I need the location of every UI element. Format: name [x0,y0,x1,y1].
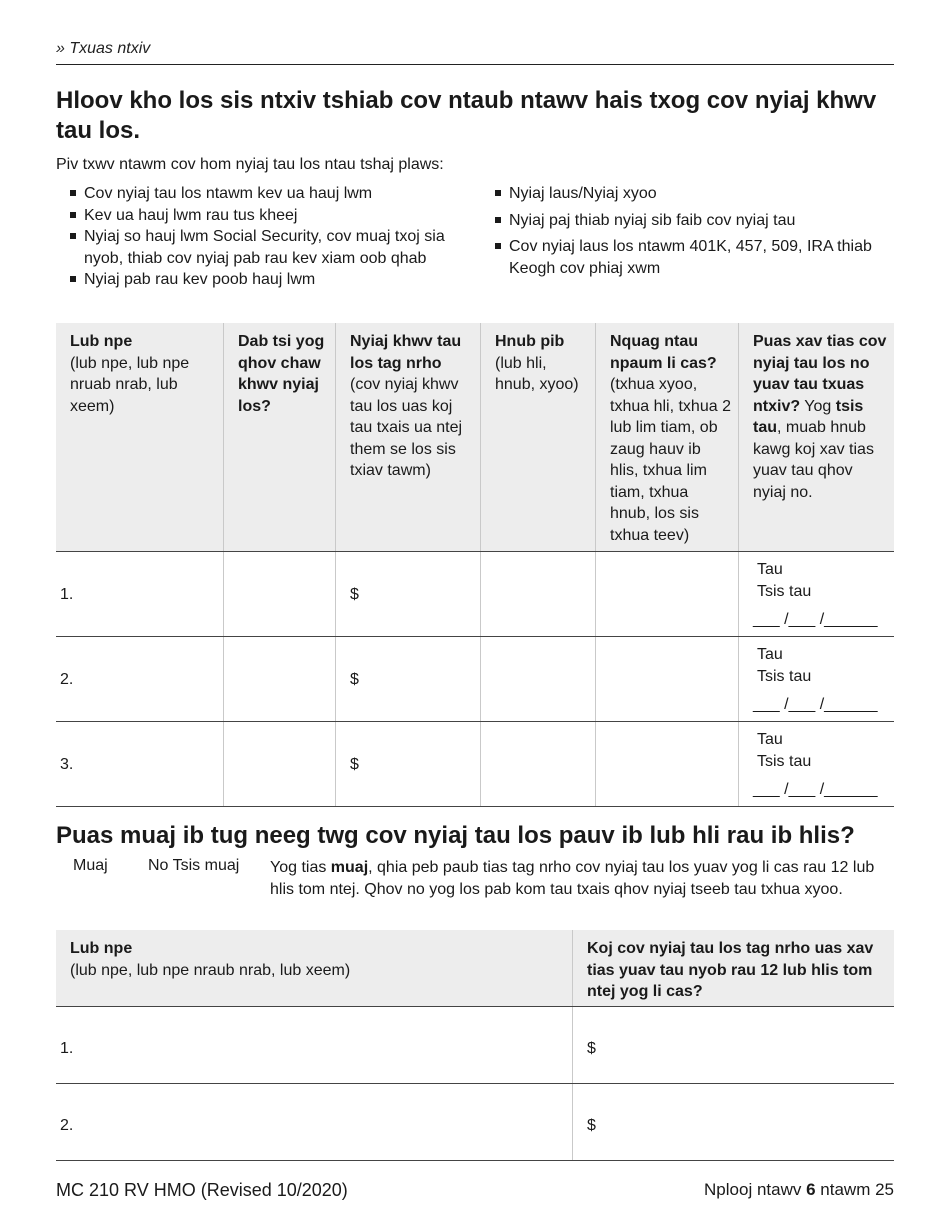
start-date-cell[interactable] [480,637,595,721]
name-cell[interactable] [56,552,223,636]
end-date-field[interactable]: ___ /___ /______ [753,611,878,628]
list-item: Nyiaj paj thiab nyiaj sib faib cov nyiaj tau [481,210,894,232]
amount-cell[interactable] [335,722,480,806]
row-number: 3. [60,756,74,773]
income-examples-list-right [481,183,894,284]
name-cell[interactable] [56,1084,572,1160]
list-item: Nyiaj so hauj lwm Social Security, cov muaj txoj sia nyob, thiab cov nyiaj pab rau kev xiam oob qhab [56,226,456,269]
row-number: 2. [60,1117,74,1134]
column-header-start-date: Hnub pib (lub hli, hnub, xyoo) [480,323,595,551]
end-date-field[interactable]: ___ /___ /______ [753,781,878,798]
column-header-source: Dab tsi yog qhov chaw khwv nyiaj los? [223,323,335,551]
frequency-cell[interactable] [595,552,738,636]
table-row [56,722,894,807]
income-intro-text: Piv txwv ntawm cov hom nyiaj tau los ntau tshaj plaws: [56,156,444,173]
start-date-cell[interactable] [480,722,595,806]
amount-cell[interactable] [572,1084,894,1160]
annual-income-table [56,930,894,1161]
income-table [56,323,894,807]
form-identifier: MC 210 RV HMO (Revised 10/2020) [56,1180,348,1200]
currency-symbol: $ [350,671,359,688]
row-number: 1. [60,586,74,603]
frequency-cell[interactable] [595,637,738,721]
continue-cell [738,552,894,636]
option-yes-varying[interactable]: Muaj [73,857,108,874]
list-item: Cov nyiaj laus los ntawm 401K, 457, 509, IRA thiab Keogh cov phiaj xwm [481,236,894,279]
name-cell[interactable] [56,637,223,721]
column-header-gross-income: Nyiaj khwv tau los tag nrho (cov nyiaj khwv tau los uas koj tau txais ua ntej them se los sis txiav tawm) [335,323,480,551]
row-number: 1. [60,1040,74,1057]
table-row [56,637,894,722]
start-date-cell[interactable] [480,552,595,636]
row-number: 2. [60,671,74,688]
currency-symbol: $ [587,1040,596,1057]
list-item: Cov nyiaj tau los ntawm kev ua hauj lwm [56,183,456,205]
section-title-income: Hloov kho los sis ntxiv tshiab cov ntaub ntawv hais txog cov nyiaj khwv tau los. [56,87,877,144]
option-yes[interactable]: Tau [757,561,783,578]
currency-symbol: $ [350,586,359,603]
page-number: Nplooj ntawv 6 ntawm 25 [704,1180,894,1199]
currency-symbol: $ [587,1117,596,1134]
option-yes[interactable]: Tau [757,646,783,663]
income-table-header [56,323,894,552]
amount-cell[interactable] [335,637,480,721]
column-header-continue: Puas xav tias cov nyiaj tau los no yuav tau txuas ntxiv? Yog tsis tau, muab hnub kawg koj xav tias yuav tau qhov nyiaj no. [738,323,894,551]
varying-income-instruction: Yog tias muaj, qhia peb paub tias tag nrho cov nyiaj tau los yuav yog li cas rau 12 lub hlis tom ntej. Qhov no yog los pab kom tau txais qhov nyiaj tseeb tau txhua xyoo. [270,859,875,898]
column-header-name: Lub npe (lub npe, lub npe nraub nrab, lub xeem) [70,940,351,979]
frequency-cell[interactable] [595,722,738,806]
option-yes[interactable]: Tau [757,731,783,748]
end-date-field[interactable]: ___ /___ /______ [753,696,878,713]
table-row [56,1007,894,1084]
source-cell[interactable] [223,637,335,721]
currency-symbol: $ [350,756,359,773]
option-no[interactable]: Tsis tau [757,583,812,600]
continue-cell [738,637,894,721]
column-header-name: Lub npe (lub npe, lub npe nruab nrab, lub xeem) [70,333,190,415]
column-header-frequency: Nquag ntau npaum li cas? (txhua xyoo, txhua hli, txhua 2 lub lim tiam, ob zaug hauv ib hlis, txhua lim tiam, txhua hnub, los sis txhua teev) [595,323,738,551]
section-title-varying-income: Puas muaj ib tug neeg twg cov nyiaj tau los pauv ib lub hli rau ib hlis? [56,822,855,849]
continued-label: » Txuas ntxiv [56,40,151,57]
source-cell[interactable] [223,552,335,636]
option-no[interactable]: Tsis tau [757,753,812,770]
continue-cell [738,722,894,806]
list-item: Kev ua hauj lwm rau tus kheej [56,205,456,227]
list-item: Nyiaj pab rau kev poob hauj lwm [56,269,456,291]
source-cell[interactable] [223,722,335,806]
name-cell[interactable] [56,722,223,806]
option-no-varying[interactable]: No Tsis muaj [148,857,240,874]
table-row [56,552,894,637]
name-cell[interactable] [56,1007,572,1083]
table-row [56,1084,894,1161]
header-divider [56,64,894,65]
list-item: Nyiaj laus/Nyiaj xyoo [481,183,894,205]
option-no[interactable]: Tsis tau [757,668,812,685]
amount-cell[interactable] [335,552,480,636]
annual-income-table-header [56,930,894,1007]
column-header-annual-amount: Koj cov nyiaj tau los tag nrho uas xav tias yuav tau nyob rau 12 lub hlis tom ntej yog li cas? [572,930,894,1006]
amount-cell[interactable] [572,1007,894,1083]
income-examples-list-left [56,183,456,291]
